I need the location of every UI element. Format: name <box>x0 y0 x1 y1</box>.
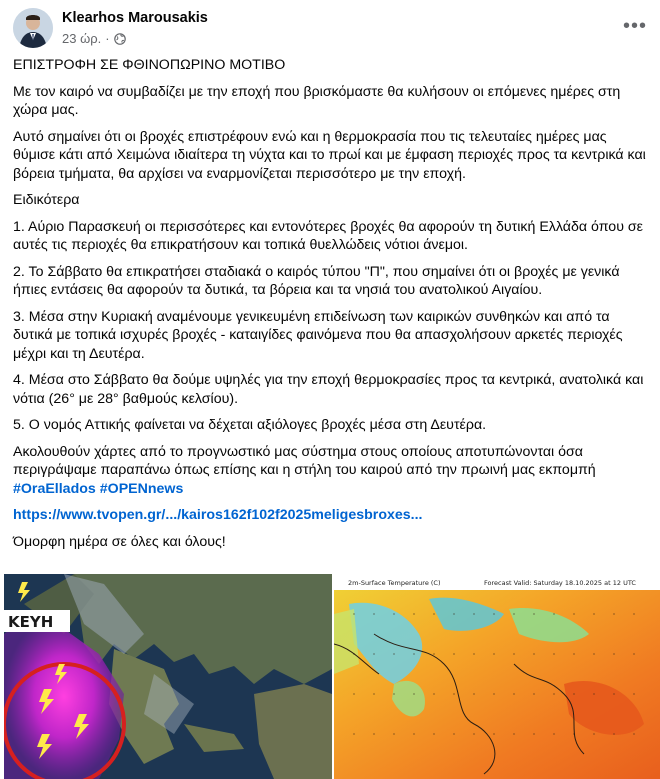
paragraph-closing <box>13 443 649 499</box>
hashtag-open-news[interactable]: #OPENnews <box>99 480 184 497</box>
paragraph-item-1: 1. Αύριο Παρασκευή οι περισσότερες και εντονότερες βροχές θα αφορούν τη δυτική Ελλάδα όπου σε αυτές τις περιοχές θα επικρατήσουν και τοπικά θυελλώδεις νότιοι άνεμοι. <box>13 218 643 253</box>
paragraph-heading: Ειδικότερα <box>13 192 80 208</box>
paragraph-item-4: 4. Μέσα στο Σάββατο θα δούμε υψηλές για την εποχή θερμοκρασίες προς τα κεντρικά, ανατολικά και νότια (26° με 28° βαθμούς κελσίου). <box>13 372 644 407</box>
paragraph-item-3: 3. Μέσα στην Κυριακή αναμένουμε γενικευμένη επιδείνωση των καιρικών συνθηκών και από τα δυτικά με τοπικά ισχυρές βροχές - καταιγίδες φαινόμενα που θα απασχολήσουν αρκετές περιοχές μέχρι και τη Δευτέρα. <box>13 308 623 362</box>
temperature-map-validity: Forecast Valid: Saturday 18.10.2025 at 12 UTC <box>484 579 636 587</box>
author-avatar[interactable] <box>13 8 53 48</box>
hashtag-ora-ellados[interactable]: #OraEllados <box>13 480 96 497</box>
paragraph-item-5: 5. Ο νομός Αττικής φαίνεται να δέχεται αξιόλογες βροχές μέσα στη Δευτέρα. <box>13 417 487 433</box>
globe-icon <box>114 33 126 45</box>
post-title: ΕΠΙΣΤΡΟΦΗ ΣΕ ΦΘΙΝΟΠΩΡΙΝΟ ΜΟΤΙΒΟ <box>13 57 286 73</box>
post-time[interactable]: 23 ώρ. <box>62 31 102 46</box>
closing-text: Ακολουθούν χάρτες από το προγνωστικό μας σύστημα στους οποίους αποτυπώνονται όσα περιγράψαμε παραπάνω όπως επίσης και η στήλη του καιρού από την πρωινή μας εκπομπή <box>13 443 596 478</box>
post-body <box>13 56 649 559</box>
post-meta <box>62 31 126 46</box>
paragraph-context: Αυτό σημαίνει ότι οι βροχές επιστρέφουν ενώ και η θερμοκρασία που τις τελευταίες ημέρες μας θύμισε κάτι από Χειμώνα ιδιαίτερα τη νύχτα και το πρωί και με έμφαση περιοχές προς τα κεντρικά και βόρεια τμήματα, θα αρχίσει να εναρμονίζεται περισσότερο με την εποχή. <box>13 128 646 182</box>
article-link[interactable]: https://www.tvopen.gr/.../kairos162f102f2025meligesbroxes... <box>13 507 423 523</box>
temperature-forecast-image[interactable] <box>334 574 660 779</box>
more-options-icon[interactable]: ••• <box>622 14 647 37</box>
storm-map-label: ΚΕΥΗ <box>8 613 54 631</box>
storm-satellite-image[interactable] <box>4 574 332 779</box>
paragraph-item-2: 2. Το Σάββατο θα επικρατήσει σταδιακά ο καιρός τύπου "Π", που σημαίνει ότι οι βροχές με γενικά ήπιες εντάσεις θα αφορούν τα δυτικά, τα βόρεια και τα νησιά του ανατολικού Αιγαίου. <box>13 263 620 298</box>
paragraph-intro: Με τον καιρό να συμβαδίζει με την εποχή που βρισκόμαστε θα κυλήσουν οι επόμενες ημέρες στη χώρα μας. <box>13 83 621 118</box>
signoff: Όμορφη ημέρα σε όλες και όλους! <box>13 533 226 550</box>
avatar-image <box>13 8 53 48</box>
meta-separator: · <box>105 31 110 46</box>
temperature-map-title: 2m-Surface Temperature (C) <box>348 579 441 587</box>
author-name[interactable]: Klearhos Marousakis <box>62 10 208 26</box>
